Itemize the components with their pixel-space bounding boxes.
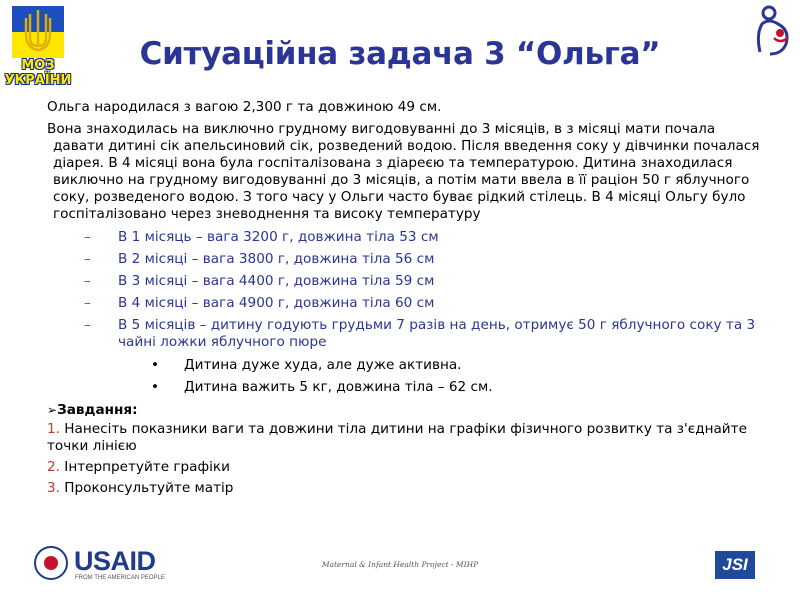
observation-item: • Дитина дуже худа, але дуже активна. bbox=[151, 357, 462, 373]
jsi-logo: JSI bbox=[715, 551, 755, 579]
task-item: 1. Нанесіть показники ваги та довжини тіла дитини на графіки фізичного розвитку та з'єднайте точки лінією bbox=[47, 421, 747, 454]
growth-item: – В 1 місяць – вага 3200 г, довжина тіла 53 см bbox=[84, 229, 439, 245]
usaid-word: USAID bbox=[74, 546, 156, 576]
usaid-logo bbox=[34, 546, 174, 584]
history-paragraph: Вона знаходилась на виключно грудному вигодовуванні до 3 місяців, в з місяці мати почала давати дитині сік апельсиновий сік, розведений водою. Після введення соку у дівчинки почалася діарея. В 4 місяці вона була госпіталізована з діареєю та температурою. Дитина знаходилася виключно на грудному вигодовуванні до 3 місяців, а потім мати ввела в її раціон 50 г яблучного соку, розведеного водою. З того часу у Ольги часто буває рідкий стілець. В 4 місяці Ольгу було госпіталізовано через зневоднення та високу температуру bbox=[47, 121, 760, 222]
usaid-seal-icon bbox=[34, 546, 68, 580]
observation-list bbox=[47, 357, 767, 396]
arrow-bullet-icon: ➢ bbox=[47, 403, 58, 417]
growth-item: – В 5 місяців – дитину годують грудьми 7 разів на день, отримує 50 г яблучного соку та 3 чайні ложки яблучного пюре bbox=[84, 317, 756, 350]
tasks-heading: ➢Завдання: bbox=[47, 402, 138, 418]
observation-item: • Дитина важить 5 кг, довжина тіла – 62 см. bbox=[151, 379, 493, 395]
growth-item: – В 4 місяці – вага 4900 г, довжина тіла 60 см bbox=[84, 295, 435, 311]
intro-paragraph: Ольга народилася з вагою 2,300 г та довжиною 49 см. bbox=[47, 99, 442, 115]
growth-item: – В 2 місяці – вага 3800 г, довжина тіла 56 см bbox=[84, 251, 435, 267]
task-item: 2. Інтерпретуйте графіки bbox=[47, 459, 230, 475]
slide-content bbox=[47, 99, 767, 501]
project-footer: Maternal & Infant Health Project - MIHP bbox=[321, 560, 479, 569]
growth-item: – В 3 місяці – вага 4400 г, довжина тіла 59 см bbox=[84, 273, 435, 289]
page-title: Ситуаційна задача 3 “Ольга” bbox=[139, 36, 661, 72]
task-item: 3. Проконсультуйте матір bbox=[47, 480, 234, 496]
tasks-list bbox=[47, 421, 767, 497]
growth-list bbox=[47, 229, 767, 351]
moz-logo-text: МОЗ УКРАЇНИ bbox=[4, 58, 72, 88]
usaid-tagline: FROM THE AMERICAN PEOPLE bbox=[75, 575, 165, 581]
